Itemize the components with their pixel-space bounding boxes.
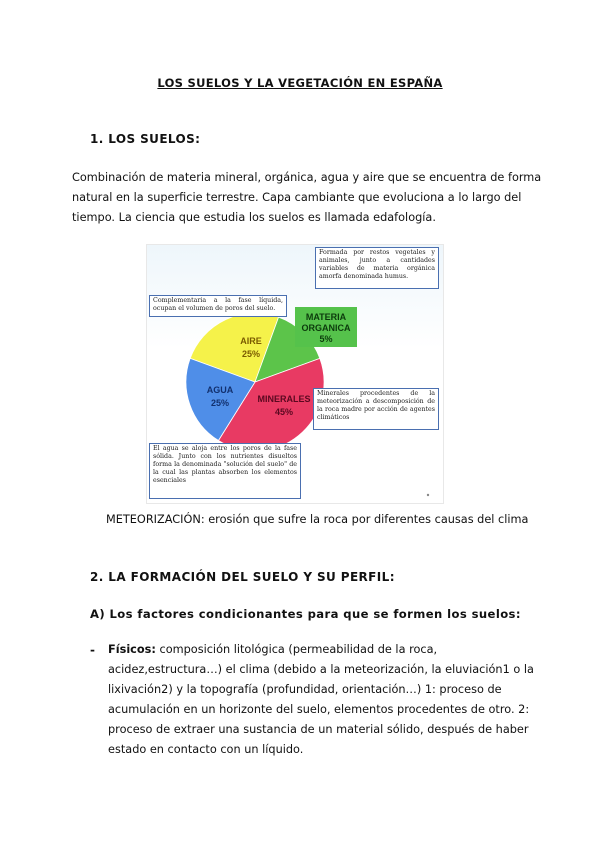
section-2-subheading: A) Los factores condicionantes para que se formen los suelos: [90, 607, 521, 621]
section-2-heading: 2. LA FORMACIÓN DEL SUELO Y SU PERFIL: [90, 570, 395, 584]
fisicos-bullet [108, 640, 548, 760]
label-aire-pct: 25% [241, 349, 261, 359]
label-agua: AGUA [206, 385, 234, 395]
paragraph-line: natural en la superficie terrestre. Capa cambiante que evoluciona a lo largo del [72, 191, 522, 204]
note-agua: El agua se aloja entre los poros de la fase sólida. Junto con los nutrientes disueltos forma la denominada "solución del suelo" de la cual las plantas absorben los elementos esenciales [149, 443, 301, 499]
figure-dot [427, 494, 429, 496]
note-aire: Complementaria a la fase líquida, ocupan el volumen de poros del suelo. [149, 295, 287, 317]
bullet-head-fisicos: Físicos: [108, 643, 156, 656]
label-aire: AIRE [240, 336, 262, 346]
bullet-line: acumulación en un horizonte del suelo, elementos procedentes de otro. 2: [108, 703, 530, 716]
section-1-heading: 1. LOS SUELOS: [90, 132, 201, 146]
label-agua-pct: 25% [210, 398, 230, 408]
document-title: LOS SUELOS Y LA VEGETACIÓN EN ESPAÑA [157, 76, 443, 90]
bullet-line-first [108, 640, 548, 660]
note-materia-organica: Formada por restos vegetales y animales, junto a cantidades variables de materia orgánica amorfa denominada humus. [315, 247, 439, 289]
bullet-line: proceso de extraer una sustancia de un material sólido, después de haber [108, 723, 529, 736]
label-materia-line2: ORGANICA [301, 323, 351, 333]
bullet-line: lixivación2) y la topografía (profundidad, orientación…) 1: proceso de [108, 683, 502, 696]
bullet-line: composición litológica (permeabilidad de la roca, [155, 643, 438, 656]
paragraph-line: Combinación de materia mineral, orgánica, agua y aire que se encuentra de forma [72, 171, 542, 184]
label-materia-line1: MATERIA [305, 312, 347, 322]
bullet-marker: - [90, 643, 95, 657]
meteorizacion-caption: METEORIZACIÓN: erosión que sufre la roca por diferentes causas del clima [106, 513, 529, 526]
bullet-line: acidez,estructura…) el clima (debido a la meteorización, la eluviación1 o la [108, 663, 534, 676]
label-minerales-pct: 45% [274, 407, 294, 417]
paragraph-line: tiempo. La ciencia que estudia los suelos es llamada edafología. [72, 211, 436, 224]
note-minerales: Minerales procedentes de la meteorización a descomposición de la roca madre por acción de agentes climáticos [313, 388, 439, 430]
label-minerales: MINERALES [257, 394, 311, 404]
bullet-line: estado en contacto con un líquido. [108, 743, 304, 756]
label-materia-pct: 5% [319, 334, 333, 344]
section-1-paragraph [72, 168, 542, 228]
soil-composition-figure [146, 244, 444, 504]
